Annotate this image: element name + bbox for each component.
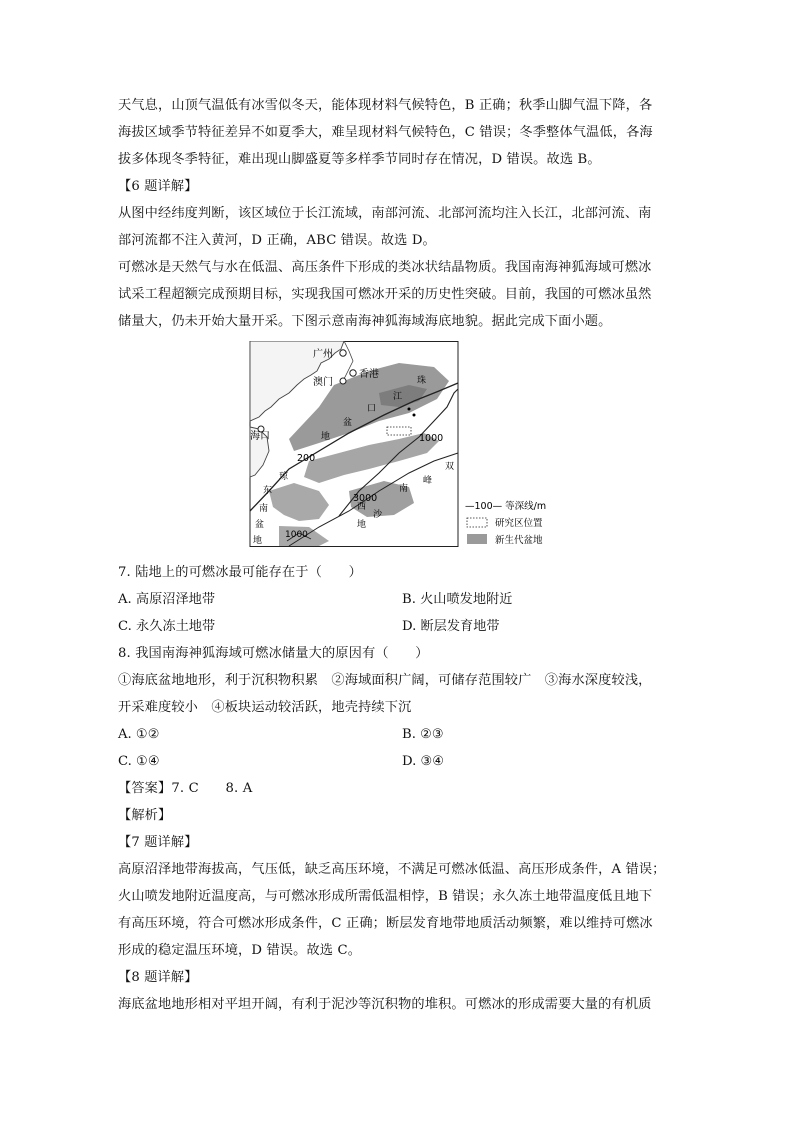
basin-char: 峰 — [423, 476, 433, 486]
q8-choices-line: ①海底盆地地形，利于沉积物积累 ②海域面积广阔，可储存范围较广 ③海水深度较浅， — [118, 673, 652, 688]
basin-char: 珠 — [417, 376, 427, 386]
q7-options-row — [118, 586, 680, 613]
q8-choices-line: 开采难度较小 ④板块运动较活跃，地壳持续下沉 — [118, 700, 412, 715]
basin-char: 盆 — [343, 418, 353, 428]
guangzhou-label: 广州 — [313, 349, 333, 360]
q6-text-line: 从图中经纬度判断，该区域位于长江流域，南部河流、北部河流均注入长江，北部河流、南 — [118, 206, 652, 221]
basin-char: 地 — [253, 536, 263, 546]
basin-char: 地 — [357, 520, 367, 530]
xianggang-marker — [350, 370, 356, 376]
q8-option-c: C. ①④ — [118, 754, 160, 769]
q8-options-row — [118, 748, 680, 775]
basin-char: 西 — [357, 502, 367, 512]
prev-analysis-line: 拔多体现冬季特征，难出现山脚盛夏等多样季节同时存在情况，D 错误。故选 B。 — [118, 152, 601, 167]
xianggang-label: 香港 — [359, 369, 379, 380]
basin-char: 南 — [399, 484, 409, 494]
isobath-label: 1000 — [285, 530, 308, 540]
basin-char: 盆 — [255, 520, 265, 530]
q8-text-line: 海底盆地地形相对平坦开阔，有利于泥沙等沉积物的堆积。可燃冰的形成需要大量的有机质 — [118, 997, 652, 1012]
basin-char: 双 — [445, 462, 455, 472]
basin-char: 江 — [393, 392, 403, 402]
q6-text-line: 部河流都不注入黄河，D 正确，ABC 错误。故选 D。 — [118, 233, 436, 248]
basin-char: 琼 — [279, 472, 289, 482]
guangzhou-marker — [340, 350, 346, 356]
legend-study-area: 研究区位置 — [495, 518, 543, 529]
q6-header: 【6 题详解】 — [118, 179, 198, 194]
q7-option-c: C. 永久冻土地带 — [118, 619, 216, 634]
basin-char: 沙 — [373, 510, 383, 520]
q7-text-line: 火山喷发地附近温度高，与可燃冰形成所需低温相悖，B 错误；永久冻土地带温度低且地下 — [118, 889, 653, 904]
answer-line: 【答案】7. C 8. A — [118, 781, 253, 796]
prev-analysis-line: 天气息，山顶气温低有冰雪似冬天，能体现材料气候特色，B 正确；秋季山脚气温下降，各 — [118, 98, 653, 113]
basin-char: 东 — [263, 486, 273, 496]
legend-basin-swatch — [467, 534, 487, 544]
map-legend — [465, 500, 546, 546]
q8-option-a: A. ①② — [118, 727, 160, 742]
q7-text-line: 高原沼泽地带海拔高，气压低，缺乏高压环境，不满足可燃冰低温、高压形成条件，A 错误； — [118, 862, 666, 877]
q7-text-line: 形成的稳定温压环境，D 错误。故选 C。 — [118, 943, 362, 958]
q7-option-d: D. 断层发育地带 — [402, 619, 500, 634]
q8-option-d: D. ③④ — [402, 754, 445, 769]
isobath-label: 3000 — [353, 493, 378, 504]
aomen-marker — [340, 378, 346, 384]
basin-char: 口 — [367, 404, 377, 414]
document-page — [118, 92, 680, 1018]
q7-options-row — [118, 613, 680, 640]
legend-isobath: —100— 等深线/m — [465, 501, 547, 512]
seafloor-map — [249, 341, 569, 551]
analysis-header: 【解析】 — [118, 808, 172, 823]
basin-char: 南 — [259, 504, 269, 514]
legend-study-swatch — [467, 518, 487, 527]
legend-basin: 新生代盆地 — [495, 535, 543, 546]
haikou-label: 海口 — [250, 431, 270, 442]
q7-option-b: B. 火山喷发地附近 — [402, 592, 513, 607]
intro-line: 可燃冰是天然气与水在低温、高压条件下形成的类冰状结晶物质。我国南海神狐海域可燃冰 — [118, 260, 652, 275]
prev-analysis-line: 海拔区域季节特征差异不如夏季大，难呈现材料气候特色，C 错误；冬季整体气温低，各海 — [118, 125, 653, 140]
q7-text-line: 有高压环境，符合可燃冰形成条件，C 正确；断层发育地带地质活动频繁，难以维持可燃冰 — [118, 916, 653, 931]
q7-option-a: A. 高原沼泽地带 — [118, 592, 216, 607]
basin-char: 地 — [321, 432, 331, 442]
intro-line: 试采工程超额完成预期目标，实现我国可燃冰开采的历史性突破。目前，我国的可燃冰虽然 — [118, 287, 652, 302]
q7-header: 【7 题详解】 — [118, 835, 198, 850]
aomen-label: 澳门 — [313, 377, 333, 388]
q8-options-row — [118, 721, 680, 748]
intro-line: 储量大，仍未开始大量开采。下图示意南海神狐海域海底地貌。据此完成下面小题。 — [118, 314, 612, 329]
isobath-label: 200 — [297, 453, 316, 464]
isobath-label: 1000 — [419, 433, 444, 444]
q7-stem: 7. 陆地上的可燃冰最可能存在于（ ） — [118, 565, 362, 580]
q8-stem: 8. 我国南海神狐海域可燃冰储量大的原因有（ ） — [118, 646, 429, 661]
q8-option-b: B. ②③ — [402, 727, 444, 742]
q8-header: 【8 题详解】 — [118, 970, 198, 985]
seafloor-map-svg — [249, 341, 569, 551]
